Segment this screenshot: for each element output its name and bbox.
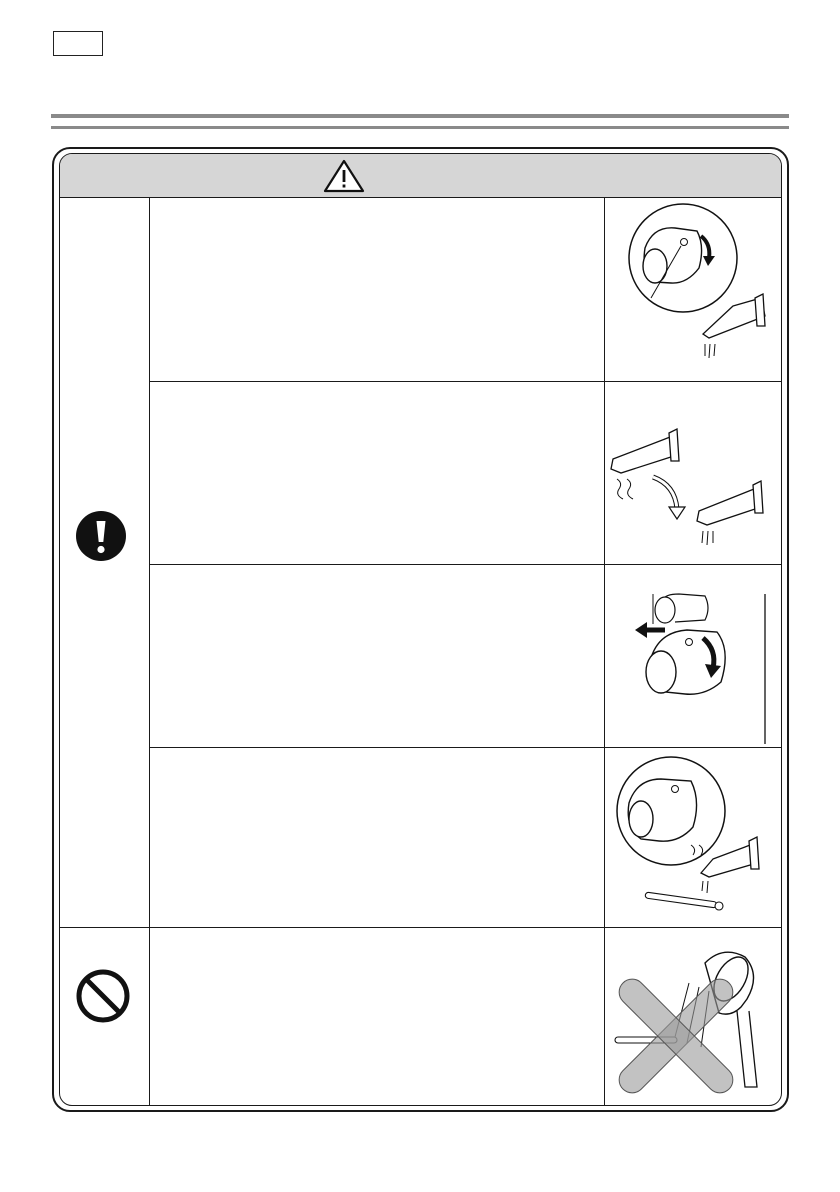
mixer-knob-rotate-illustration — [605, 198, 782, 381]
instruction-row — [150, 747, 782, 927]
section-rule-top — [51, 114, 789, 118]
mandatory-action-icon — [75, 510, 127, 562]
mandatory-symbol-cell — [60, 198, 150, 927]
instruction-row — [150, 927, 782, 1106]
instruction-text — [150, 927, 605, 1106]
panel-header — [60, 154, 781, 198]
knob-pull-turn-illustration — [605, 564, 782, 747]
prohibition-symbol-cell — [60, 927, 150, 1106]
shower-head-prohibited-illustration — [605, 927, 782, 1106]
page-tag-box — [53, 31, 103, 56]
warning-triangle-icon — [322, 158, 366, 194]
instruction-text — [150, 198, 605, 381]
instruction-text — [150, 381, 605, 564]
spout-flow-change-illustration — [605, 381, 782, 564]
instruction-text — [150, 564, 605, 747]
section-rule-bottom — [51, 126, 789, 129]
instruction-row — [150, 564, 782, 747]
prohibition-icon — [75, 968, 131, 1024]
thermometer-check-illustration — [605, 747, 782, 927]
instruction-text — [150, 747, 605, 927]
instruction-row — [150, 198, 782, 381]
instruction-row — [150, 381, 782, 564]
caution-panel — [59, 153, 782, 1106]
